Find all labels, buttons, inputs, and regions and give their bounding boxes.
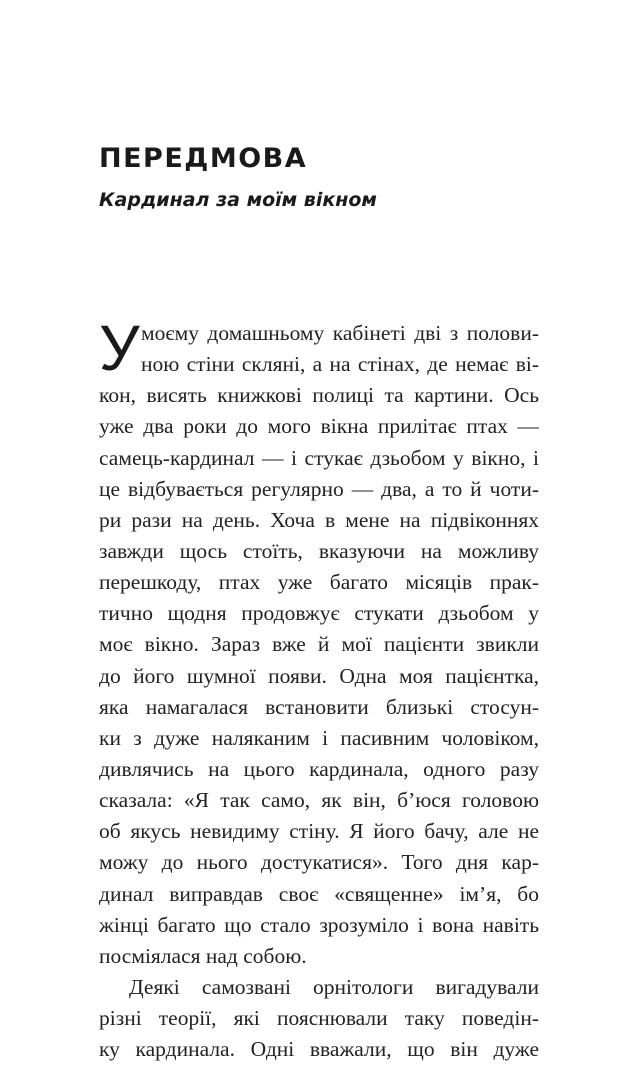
text-line: моєму домашньому кабінеті дві з полови-: [141, 321, 539, 345]
chapter-heading: ПЕРЕДМОВА: [99, 143, 308, 174]
text-line: жінці багато що стало зрозуміло і вона навіть: [99, 912, 539, 937]
text-line: об якусь невидиму стіну. Я його бачу, але не: [99, 819, 539, 844]
text-line: посміялася над собою.: [99, 943, 307, 968]
text-line: яка намагалася встановити близькі стосун-: [99, 694, 539, 719]
chapter-subtitle: Кардинал за моїм вікном: [99, 189, 377, 211]
drop-cap: У: [99, 312, 140, 384]
text-line: дивлячись на цього кардинала, одного разу: [99, 756, 539, 781]
body-text: [99, 312, 539, 1065]
text-line: динал виправдав своє «священне» ім’я, бо: [99, 881, 539, 906]
text-line: завжди щось стоїть, вказуючи на можливу: [99, 538, 539, 563]
text-line: сказала: «Я так само, як він, б’юся головою: [99, 788, 539, 813]
text-line: кон, висять книжкові полиці та картини. Ось: [99, 383, 539, 408]
text-line: різні теорії, які пояснювали таку поведін-: [99, 1006, 539, 1031]
text-line: ки з дуже наляканим і пасивним чоловіком,: [99, 725, 539, 750]
text-line: до його шумної появи. Одна моя пацієнтка,: [99, 663, 539, 688]
text-line: моє вікно. Зараз вже й мої пацієнти звикли: [99, 632, 539, 657]
text-line: це відбувається регулярно — два, а то й чоти-: [99, 476, 539, 501]
text-line: самець-кардинал — і стукає дзьобом у вікно, і: [99, 445, 539, 470]
text-line: уже два роки до мого вікна прилітає птах —: [99, 414, 539, 439]
text-line: можу до нього достукатися». Того дня кар-: [99, 850, 539, 875]
text-line: тично щодня продовжує стукати дзьобом у: [99, 601, 539, 626]
text-line: ри рази на день. Хоча в мене на підвіконнях: [99, 507, 539, 532]
text-line: Деякі самозвані орнітологи вигадували: [129, 974, 539, 999]
text-line: ку кардинала. Одні вважали, що він дуже: [99, 1037, 539, 1062]
text-line: перешкоду, птах уже багато місяців прак-: [99, 570, 539, 595]
text-line: ною стіни скляні, а на стінах, де немає ві-: [141, 352, 539, 377]
